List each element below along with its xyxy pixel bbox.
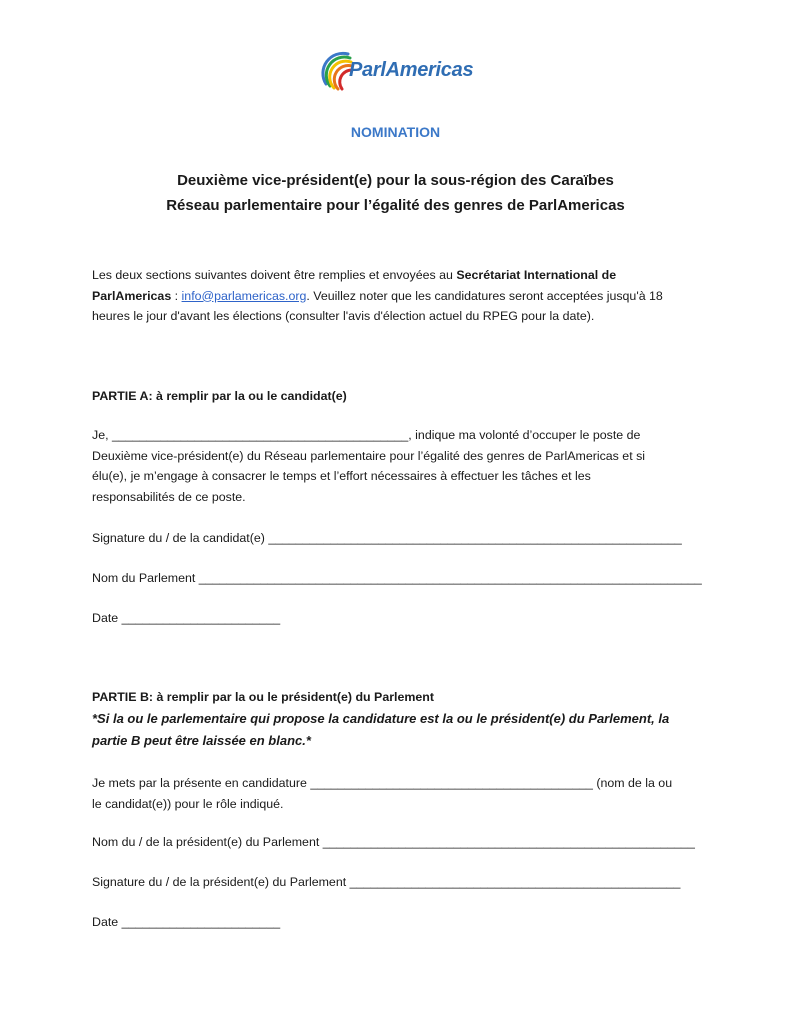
intro-secretariat: Secrétariat International de (456, 268, 617, 282)
part-a-declaration (92, 425, 704, 507)
title-line-2: Réseau parlementaire pour l’égalité des genres de ParlAmericas (166, 197, 625, 214)
part-b-heading: PARTIE B: à remplir par la ou le président(e) du Parlement (92, 690, 434, 704)
president-name-field[interactable]: Nom du / de la président(e) du Parlement ______________________________________________________ (92, 835, 695, 849)
email-link[interactable]: info@parlamericas.org (181, 288, 307, 303)
part-b-note-line-1: *Si la ou le parlementaire qui propose la candidature est la ou le président(e) du Parlement, la (92, 711, 670, 726)
intro-parlamericas: ParlAmericas (92, 288, 172, 303)
part-b-line-2: le candidat(e)) pour le rôle indiqué. (92, 796, 284, 811)
part-b-note (92, 708, 704, 752)
part-b-nomination (92, 773, 704, 814)
part-a-line-2: Deuxième vice-président(e) du Réseau parlementaire pour l’égalité des genres de ParlAmericas et si (92, 448, 646, 463)
parliament-name-field[interactable]: Nom du Parlement _________________________________________________________________________ (92, 571, 702, 585)
part-a-line-1: Je, ___________________________________________, indique ma volonté d’occuper le poste de (92, 428, 641, 442)
page-heading: NOMINATION (350, 124, 441, 140)
part-a-line-4: responsabilités de ce poste. (92, 489, 246, 504)
president-signature-field[interactable]: Signature du / de la président(e) du Parlement ________________________________________________ (92, 875, 681, 889)
parlamericas-logo (318, 48, 478, 94)
intro-text-2: . Veuillez noter que les candidatures seront acceptées jusqu'à 18 (306, 288, 663, 303)
part-b-note-line-2: partie B peut être laissée en blanc.* (92, 733, 311, 748)
part-a-heading: PARTIE A: à remplir par la ou le candidat(e) (92, 389, 347, 403)
intro-text-3: heures le jour d'avant les élections (consulter l'avis d'élection actuel du RPEG pour la date). (92, 309, 595, 323)
intro-colon: : (171, 288, 182, 303)
part-a-line-3: élu(e), je m’engage à consacrer le temps et l’effort nécessaires à effectuer les tâches et les (92, 469, 591, 483)
part-b-line-1[interactable]: Je mets par la présente en candidature _________________________________________ (nom de la ou (92, 776, 673, 790)
title-line-1: Deuxième vice-président(e) pour la sous-région des Caraïbes (177, 172, 614, 189)
intro-paragraph (92, 265, 704, 327)
candidate-signature-field[interactable]: Signature du / de la candidat(e) ____________________________________________________________ (92, 531, 682, 545)
part-b-date-field[interactable]: Date _______________________ (92, 915, 281, 929)
logo-text: ParlAmericas (349, 59, 474, 81)
part-a-date-field[interactable]: Date _______________________ (92, 611, 281, 625)
intro-text-1: Les deux sections suivantes doivent être remplies et envoyées au (92, 268, 457, 282)
